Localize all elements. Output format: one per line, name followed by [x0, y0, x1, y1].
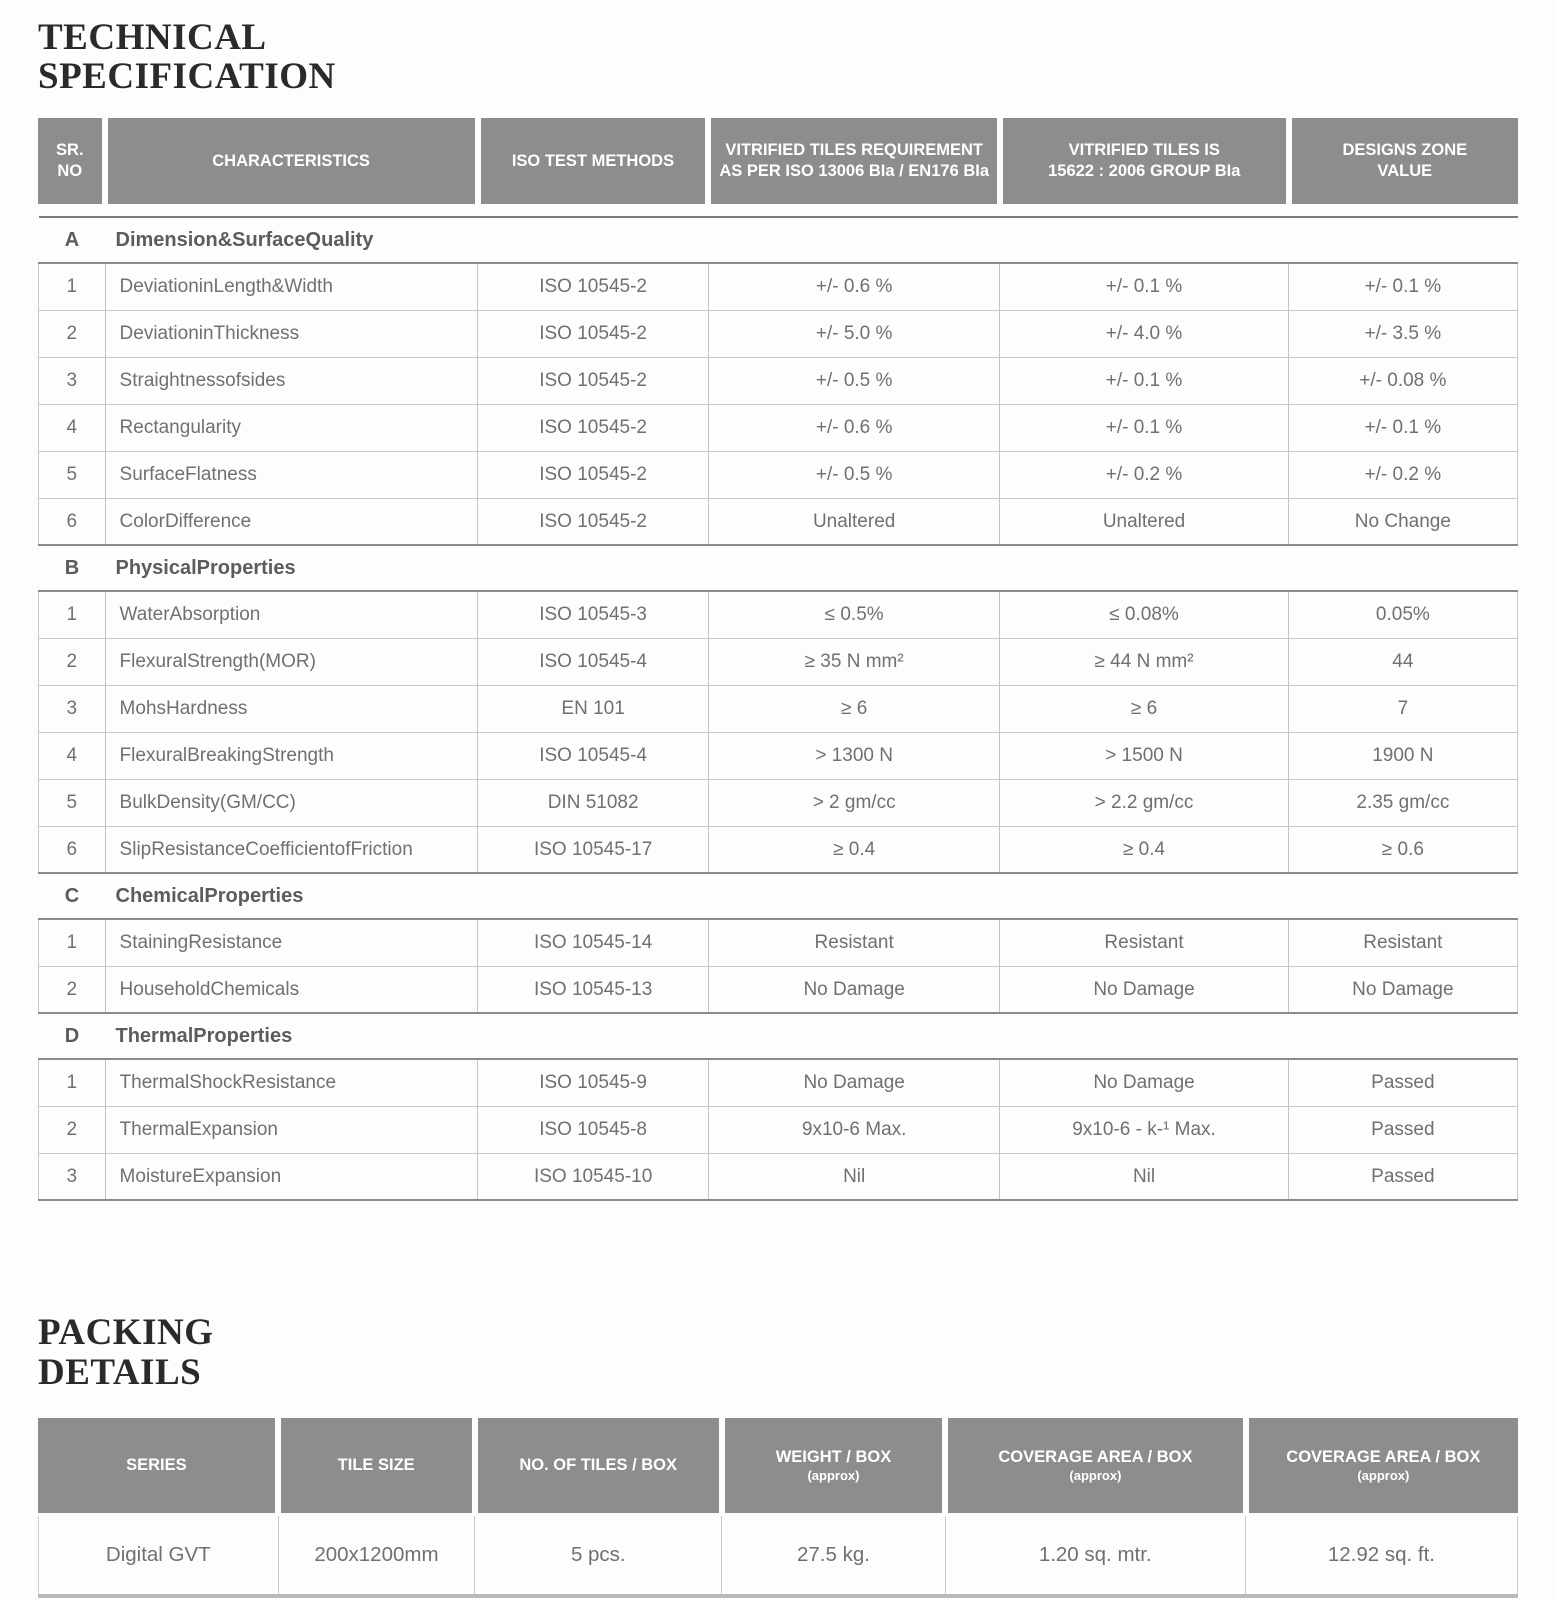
header-subtext: (approx)	[1357, 1467, 1410, 1483]
cell-iso-method: ISO 10545-2	[478, 263, 709, 310]
cell-requirement: ≥ 0.4	[708, 826, 999, 873]
cell-is-value: ≥ 44 N mm²	[1000, 638, 1288, 685]
packing-title-line-1: PACKING	[38, 1312, 214, 1354]
col-header-designs-zone-value	[1289, 118, 1518, 204]
spec-row-A5	[39, 451, 1518, 498]
cell-is-value: Nil	[1000, 1153, 1288, 1200]
cell-zone-value: 1900 N	[1288, 732, 1517, 779]
cell-coverage-sq-ft: 12.92 sq. ft.	[1245, 1516, 1517, 1596]
section-title: ChemicalProperties	[115, 884, 304, 907]
section-row-D	[39, 1013, 1518, 1059]
header-text: VITRIFIED TILES IS	[1068, 141, 1220, 159]
spec-row-B1	[39, 591, 1518, 638]
cell-characteristic: SlipResistanceCoefficientofFriction	[105, 826, 478, 873]
cell-iso-method: ISO 10545-4	[478, 638, 709, 685]
header-text: CHARACTERISTICS	[212, 151, 370, 170]
section-title: PhysicalProperties	[115, 556, 296, 579]
cell-characteristic: MohsHardness	[105, 685, 478, 732]
cell-sr-no: 1	[39, 263, 106, 310]
spec-row-A2	[39, 310, 1518, 357]
header-text: WEIGHT / BOX	[775, 1447, 892, 1466]
cell-series: Digital GVT	[39, 1516, 279, 1596]
cell-iso-method: ISO 10545-3	[478, 591, 709, 638]
cell-requirement: ≤ 0.5%	[708, 591, 999, 638]
cell-sr-no: 1	[39, 919, 106, 966]
cell-zone-value: +/- 3.5 %	[1288, 310, 1517, 357]
cell-sr-no: 2	[39, 1106, 106, 1153]
cell-requirement: ≥ 35 N mm²	[708, 638, 999, 685]
cell-sr-no: 6	[39, 498, 106, 545]
cell-characteristic: DeviationinLength&Width	[105, 263, 478, 310]
header-text: COVERAGE AREA / BOX	[998, 1447, 1193, 1466]
cell-characteristic: ColorDifference	[105, 498, 478, 545]
cell-characteristic: FlexuralStrength(MOR)	[105, 638, 478, 685]
cell-is-value: No Damage	[1000, 966, 1288, 1013]
spec-row-A3	[39, 357, 1518, 404]
cell-zone-value: 44	[1288, 638, 1517, 685]
section-row-A	[39, 217, 1518, 263]
cell-requirement: ≥ 6	[708, 685, 999, 732]
header-text: TILE SIZE	[337, 1456, 415, 1475]
cell-zone-value: +/- 0.2 %	[1288, 451, 1517, 498]
cell-characteristic: SurfaceFlatness	[105, 451, 478, 498]
spec-row-C1	[39, 919, 1518, 966]
spec-row-B2	[39, 638, 1518, 685]
spec-row-C2	[39, 966, 1518, 1013]
cell-is-value: > 1500 N	[1000, 732, 1288, 779]
header-text: ISO TEST METHODS	[511, 151, 675, 170]
header-text: 15622 : 2006 GROUP BIa	[1048, 162, 1241, 181]
cell-requirement: +/- 0.5 %	[708, 451, 999, 498]
cell-iso-method: ISO 10545-4	[478, 732, 709, 779]
cell-requirement: +/- 5.0 %	[708, 310, 999, 357]
cell-is-value: ≤ 0.08%	[1000, 591, 1288, 638]
cell-zone-value: No Damage	[1288, 966, 1517, 1013]
section-letter: D	[64, 1024, 80, 1047]
cell-zone-value: Resistant	[1288, 919, 1517, 966]
cell-coverage-sq-mtr: 1.20 sq. mtr.	[945, 1516, 1245, 1596]
cell-requirement: +/- 0.5 %	[708, 357, 999, 404]
col-header-iso-test-methods	[478, 118, 709, 204]
cell-zone-value: Passed	[1288, 1106, 1517, 1153]
cell-is-value: ≥ 6	[1000, 685, 1288, 732]
cell-tile-size: 200x1200mm	[278, 1516, 475, 1596]
cell-characteristic: ThermalExpansion	[105, 1106, 478, 1153]
header-text: SR.	[56, 141, 84, 159]
cell-requirement: Unaltered	[708, 498, 999, 545]
cell-iso-method: ISO 10545-13	[478, 966, 709, 1013]
cell-sr-no: 2	[39, 966, 106, 1013]
cell-characteristic: StainingResistance	[105, 919, 478, 966]
cell-is-value: +/- 4.0 %	[1000, 310, 1288, 357]
spec-row-A6	[39, 498, 1518, 545]
cell-characteristic: Straightnessofsides	[105, 357, 478, 404]
cell-zone-value: 2.35 gm/cc	[1288, 779, 1517, 826]
cell-requirement: > 2 gm/cc	[708, 779, 999, 826]
cell-is-value: No Damage	[1000, 1059, 1288, 1106]
section-header-cell	[39, 1013, 1518, 1059]
spec-row-A1	[39, 263, 1518, 310]
header-text: VITRIFIED TILES REQUIREMENT	[725, 141, 983, 159]
cell-requirement: No Damage	[708, 1059, 999, 1106]
header-text: SERIES	[126, 1456, 187, 1475]
cell-iso-method: ISO 10545-2	[478, 310, 709, 357]
cell-sr-no: 3	[39, 685, 106, 732]
header-text: VALUE	[1377, 162, 1433, 181]
cell-iso-method: EN 101	[478, 685, 709, 732]
cell-requirement: Resistant	[708, 919, 999, 966]
cell-is-value: +/- 0.1 %	[1000, 263, 1288, 310]
cell-characteristic: ThermalShockResistance	[105, 1059, 478, 1106]
packing-title-line-2: DETAILS	[38, 1351, 202, 1393]
technical-specification-title	[38, 18, 1518, 96]
cell-sr-no: 1	[39, 1059, 106, 1106]
cell-weight-per-box: 27.5 kg.	[722, 1516, 945, 1596]
cell-characteristic: WaterAbsorption	[105, 591, 478, 638]
cell-sr-no: 2	[39, 310, 106, 357]
cell-requirement: +/- 0.6 %	[708, 404, 999, 451]
cell-is-value: +/- 0.1 %	[1000, 357, 1288, 404]
title-line-1: TECHNICAL	[38, 17, 267, 58]
col-header-weight-per-box	[722, 1418, 945, 1513]
cell-requirement: 9x10-6 Max.	[708, 1106, 999, 1153]
cell-characteristic: FlexuralBreakingStrength	[105, 732, 478, 779]
section-header-cell	[39, 873, 1518, 919]
cell-characteristic: DeviationinThickness	[105, 310, 478, 357]
spec-row-B5	[39, 779, 1518, 826]
cell-sr-no: 3	[39, 1153, 106, 1200]
cell-iso-method: ISO 10545-2	[478, 498, 709, 545]
cell-iso-method: ISO 10545-14	[478, 919, 709, 966]
header-subtext: (approx)	[807, 1467, 860, 1483]
cell-zone-value: 7	[1288, 685, 1517, 732]
cell-is-value: +/- 0.1 %	[1000, 404, 1288, 451]
spec-row-D3	[39, 1153, 1518, 1200]
cell-characteristic: MoistureExpansion	[105, 1153, 478, 1200]
cell-iso-method: ISO 10545-2	[478, 357, 709, 404]
col-header-characteristics	[105, 118, 478, 204]
cell-zone-value: ≥ 0.6	[1288, 826, 1517, 873]
cell-sr-no: 2	[39, 638, 106, 685]
cell-zone-value: 0.05%	[1288, 591, 1517, 638]
col-header-sr-no	[38, 118, 105, 204]
cell-zone-value: +/- 0.08 %	[1288, 357, 1517, 404]
header-text: NO. OF TILES / BOX	[519, 1456, 677, 1475]
cell-iso-method: ISO 10545-9	[478, 1059, 709, 1106]
spec-row-A4	[39, 404, 1518, 451]
section-letter: A	[64, 228, 80, 251]
packing-data-row	[39, 1516, 1518, 1596]
cell-is-value: Resistant	[1000, 919, 1288, 966]
cell-zone-value: No Change	[1288, 498, 1517, 545]
cell-is-value: +/- 0.2 %	[1000, 451, 1288, 498]
cell-requirement: > 1300 N	[708, 732, 999, 779]
cell-sr-no: 6	[39, 826, 106, 873]
spec-row-B3	[39, 685, 1518, 732]
cell-iso-method: ISO 10545-10	[478, 1153, 709, 1200]
cell-zone-value: +/- 0.1 %	[1288, 263, 1517, 310]
col-header-tiles-per-box	[475, 1418, 722, 1513]
spec-table-header	[38, 118, 1518, 204]
cell-iso-method: DIN 51082	[478, 779, 709, 826]
packing-table	[38, 1516, 1518, 1598]
col-header-coverage-sq-mtr	[945, 1418, 1245, 1513]
col-header-series	[38, 1418, 278, 1513]
spec-table	[38, 216, 1518, 1201]
cell-sr-no: 3	[39, 357, 106, 404]
cell-tiles-per-box: 5 pcs.	[475, 1516, 722, 1596]
cell-is-value: ≥ 0.4	[1000, 826, 1288, 873]
cell-iso-method: ISO 10545-2	[478, 404, 709, 451]
cell-is-value: > 2.2 gm/cc	[1000, 779, 1288, 826]
packing-header-row	[38, 1418, 1518, 1513]
col-header-coverage-sq-ft	[1246, 1418, 1518, 1513]
packing-table-header	[38, 1418, 1518, 1513]
section-row-B	[39, 545, 1518, 591]
cell-sr-no: 4	[39, 732, 106, 779]
cell-zone-value: +/- 0.1 %	[1288, 404, 1517, 451]
spec-row-B4	[39, 732, 1518, 779]
cell-is-value: 9x10-6 - k-¹ Max.	[1000, 1106, 1288, 1153]
cell-zone-value: Passed	[1288, 1153, 1517, 1200]
cell-sr-no: 1	[39, 591, 106, 638]
packing-details-title	[38, 1313, 1518, 1391]
title-line-2: SPECIFICATION	[38, 56, 336, 98]
section-header-cell	[39, 217, 1518, 263]
header-text: NO	[57, 162, 83, 181]
spec-row-B6	[39, 826, 1518, 873]
cell-requirement: +/- 0.6 %	[708, 263, 999, 310]
cell-zone-value: Passed	[1288, 1059, 1517, 1106]
cell-is-value: Unaltered	[1000, 498, 1288, 545]
header-text: COVERAGE AREA / BOX	[1286, 1447, 1481, 1466]
col-header-tile-size	[278, 1418, 475, 1513]
cell-characteristic: HouseholdChemicals	[105, 966, 478, 1013]
col-header-vitrified-is	[1000, 118, 1289, 204]
cell-characteristic: BulkDensity(GM/CC)	[105, 779, 478, 826]
section-title: ThermalProperties	[115, 1024, 293, 1047]
cell-iso-method: ISO 10545-8	[478, 1106, 709, 1153]
spec-header-row	[38, 118, 1518, 204]
spec-row-D2	[39, 1106, 1518, 1153]
spec-table-body	[39, 217, 1518, 1200]
header-text: AS PER ISO 13006 BIa / EN176 BIa	[719, 162, 990, 181]
section-row-C	[39, 873, 1518, 919]
cell-requirement: Nil	[708, 1153, 999, 1200]
section-letter: B	[64, 556, 80, 579]
spec-row-D1	[39, 1059, 1518, 1106]
col-header-vitrified-requirement	[708, 118, 1000, 204]
cell-sr-no: 5	[39, 451, 106, 498]
section-title: Dimension&SurfaceQuality	[115, 228, 374, 251]
section-letter: C	[64, 884, 80, 907]
header-text: DESIGNS ZONE	[1342, 141, 1468, 159]
cell-sr-no: 4	[39, 404, 106, 451]
cell-iso-method: ISO 10545-2	[478, 451, 709, 498]
section-header-cell	[39, 545, 1518, 591]
header-subtext: (approx)	[1069, 1467, 1122, 1483]
cell-requirement: No Damage	[708, 966, 999, 1013]
cell-iso-method: ISO 10545-17	[478, 826, 709, 873]
cell-characteristic: Rectangularity	[105, 404, 478, 451]
cell-sr-no: 5	[39, 779, 106, 826]
